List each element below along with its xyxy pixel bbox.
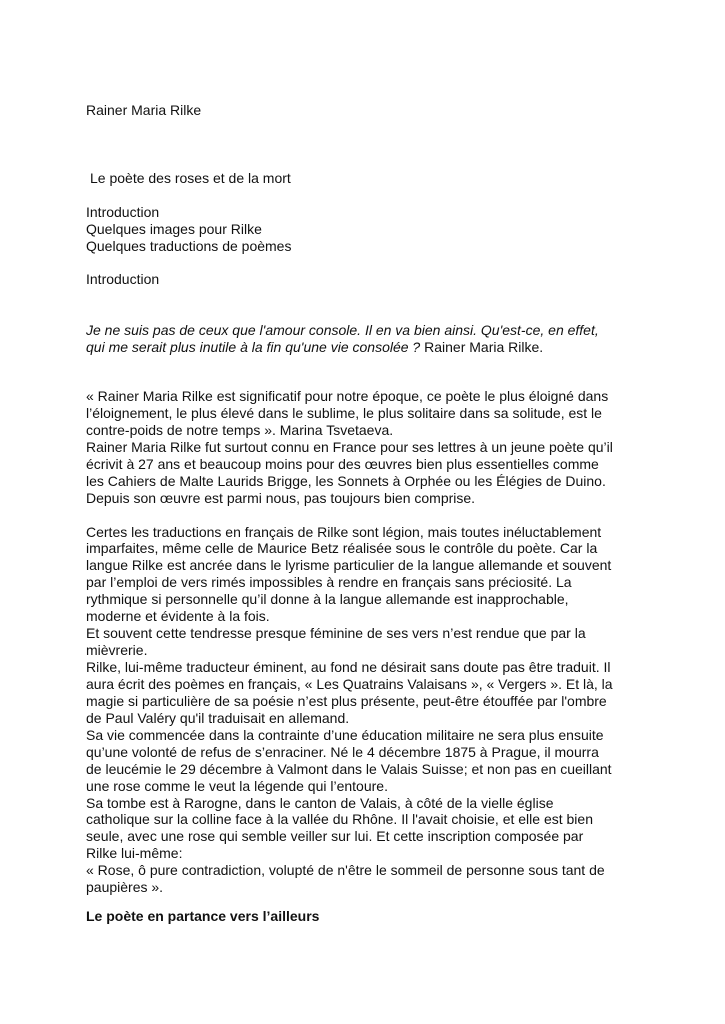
paragraph-1: [86, 388, 613, 507]
text-line: Sa tombe est à Rarogne, dans le canton de Valais, à côté de la vielle église: [86, 794, 554, 811]
text-line: langue Rilke est ancrée dans le lyrisme particulier de la langue allemande et souvent: [86, 557, 612, 574]
text-line: qu’une volonté de refus de s’enraciner. Né le 4 décembre 1875 à Prague, il mourra: [86, 743, 599, 760]
toc-item: Introduction: [86, 204, 160, 220]
toc-item: Quelques images pour Rilke: [86, 221, 262, 237]
text-line: écrivit à 27 ans et beaucoup moins pour des œuvres bien plus essentielles comme: [86, 455, 599, 472]
text-line: l’éloignement, le plus élevé dans le sublime, le plus solitaire dans sa solitude, est le: [86, 404, 602, 421]
text-line: rythmique si personnelle qu’il donne à la langue allemande est inapprochable,: [86, 591, 569, 608]
text-line: Sa vie commencée dans la contrainte d’une éducation militaire ne sera plus ensuite: [86, 726, 604, 743]
text-line: Rilke lui-même:: [86, 845, 183, 862]
toc-item: Quelques traductions de poèmes: [86, 238, 292, 254]
text-line: Depuis son œuvre est parmi nous, pas toujours bien comprise.: [86, 489, 476, 506]
body-text: [86, 388, 613, 896]
epigraph-line: [86, 339, 599, 356]
text-line: aura écrit des poèmes en français, « Les Quatrains Valaisans », « Vergers ». Et là, la: [86, 675, 613, 692]
text-line: de leucémie le 29 décembre à Valmont dans le Valais Suisse; et non pas en cueillant: [86, 760, 612, 777]
text-line: Rilke, lui-même traducteur éminent, au fond ne désirait sans doute pas être traduit. Il: [86, 659, 611, 675]
table-of-contents: [86, 204, 291, 255]
text-line: « Rainer Maria Rilke est significatif pour notre époque, ce poète le plus éloigné dans: [86, 388, 609, 404]
text-line: « Rose, ô pure contradiction, volupté de n'être le sommeil de personne sous tant de: [86, 862, 605, 879]
epigraph-author: Rainer Maria Rilke.: [420, 338, 544, 355]
paragraph-2: [86, 524, 613, 897]
text-line: Certes les traductions en français de Rilke sont légion, mais toutes inéluctablement: [86, 523, 602, 540]
section-heading: Introduction: [86, 271, 160, 287]
text-line: par l’emploi de vers rimés impossibles à rendre en français sans préciosité. La: [86, 574, 572, 591]
text-line: catholique sur la colline face à la vallée du Rhône. Il l'avait choisie, et elle est bien: [86, 811, 593, 828]
text-line: magie si particulière de sa poésie n’est plus présente, peut-être étouffée par l'ombre: [86, 692, 607, 709]
text-line: Et souvent cette tendresse presque féminine de ses vers n’est rendue que par la: [86, 625, 586, 642]
text-line: une rose comme le veut la légende qui l’entoure.: [86, 777, 388, 794]
bold-section-heading: Le poète en partance vers l’ailleurs: [86, 908, 320, 924]
text-line: moderne et évidente à la fois.: [86, 608, 270, 625]
epigraph: [86, 322, 599, 356]
epigraph-line: Je ne suis pas de ceux que l'amour console. Il en va bien ainsi. Qu'est-ce, en effet,: [86, 322, 599, 338]
text-line: paupières ».: [86, 879, 164, 896]
text-line: de Paul Valéry qu'il traduisait en allemand.: [86, 709, 350, 726]
text-line: mièvrerie.: [86, 642, 148, 659]
document-title: Rainer Maria Rilke: [86, 102, 202, 118]
text-line: imparfaites, même celle de Maurice Betz réalisée sous le contrôle du poète. Car la: [86, 540, 598, 557]
text-line: les Cahiers de Malte Laurids Brigge, les Sonnets à Orphée ou les Élégies de Duino.: [86, 472, 606, 489]
document-subtitle: Le poète des roses et de la mort: [90, 170, 291, 186]
text-line: seule, avec une rose qui semble veiller sur lui. Et cette inscription composée par: [86, 828, 584, 845]
paragraph-gap: [86, 507, 613, 524]
text-line: Rainer Maria Rilke fut surtout connu en France pour ses lettres à un jeune poète qu’il: [86, 438, 613, 455]
text-line: contre-poids de notre temps ». Marina Tsvetaeva.: [86, 421, 394, 438]
epigraph-text: qui me serait plus inutile à la fin qu'une vie consolée ?: [86, 338, 421, 355]
